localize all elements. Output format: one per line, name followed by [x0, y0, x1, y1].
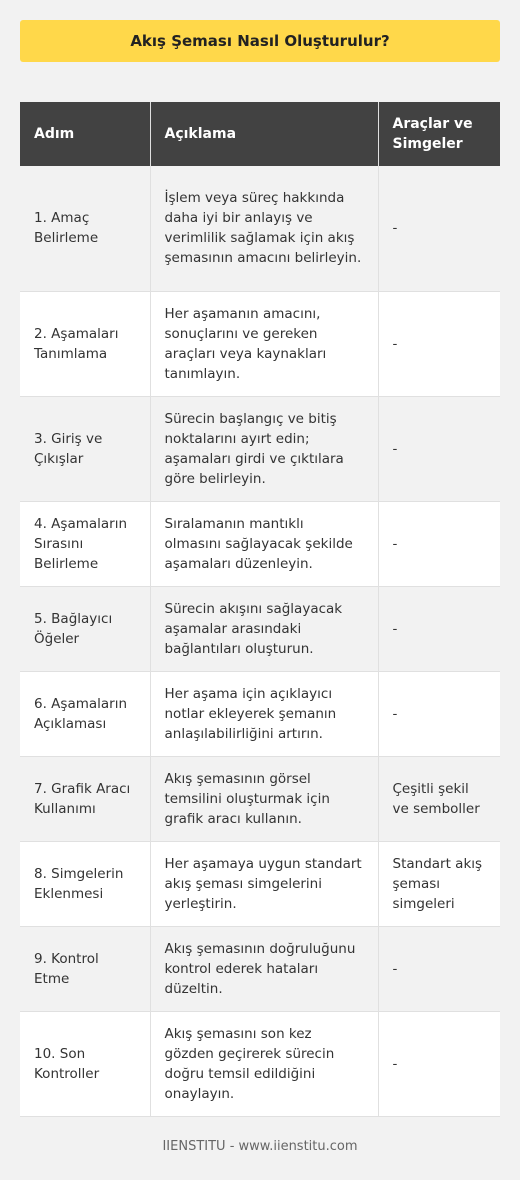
page-title: Akış Şeması Nasıl Oluşturulur? — [20, 20, 500, 62]
step-cell: 2. Aşamaları Tanımlama — [20, 291, 150, 396]
tools-cell: - — [378, 501, 500, 586]
table-row — [20, 166, 500, 291]
table-row — [20, 1011, 500, 1116]
table-row — [20, 291, 500, 396]
column-header-description: Açıklama — [150, 102, 378, 166]
step-cell: 4. Aşamaların Sırasını Belirleme — [20, 501, 150, 586]
table-row — [20, 841, 500, 926]
table-row — [20, 671, 500, 756]
tools-cell: - — [378, 291, 500, 396]
description-cell: Akış şemasının doğruluğunu kontrol ederek hataları düzeltin. — [150, 926, 378, 1011]
description-cell: Akış şemasının görsel temsilini oluşturmak için grafik aracı kullanın. — [150, 756, 378, 841]
step-cell: 8. Simgelerin Eklenmesi — [20, 841, 150, 926]
step-cell: 10. Son Kontroller — [20, 1011, 150, 1116]
description-cell: Sürecin başlangıç ve bitiş noktalarını ayırt edin; aşamaları girdi ve çıktılara göre belirleyin. — [150, 396, 378, 501]
column-header-step: Adım — [20, 102, 150, 166]
tools-cell: - — [378, 396, 500, 501]
tools-cell: Standart akış şeması simgeleri — [378, 841, 500, 926]
tools-cell: - — [378, 671, 500, 756]
table-row — [20, 396, 500, 501]
tools-cell: - — [378, 1011, 500, 1116]
description-cell: Sürecin akışını sağlayacak aşamalar arasındaki bağlantıları oluşturun. — [150, 586, 378, 671]
description-cell: İşlem veya süreç hakkında daha iyi bir anlayış ve verimlilik sağlamak için akış şemasının amacını belirleyin. — [150, 166, 378, 291]
tools-cell: - — [378, 166, 500, 291]
table-row — [20, 926, 500, 1011]
description-cell: Sıralamanın mantıklı olmasını sağlayacak şekilde aşamaları düzenleyin. — [150, 501, 378, 586]
column-header-tools: Araçlar ve Simgeler — [378, 102, 500, 166]
tools-cell: - — [378, 926, 500, 1011]
description-cell: Her aşamanın amacını, sonuçlarını ve gereken araçları veya kaynakları tanımlayın. — [150, 291, 378, 396]
table-row — [20, 501, 500, 586]
tools-cell: - — [378, 586, 500, 671]
step-cell: 6. Aşamaların Açıklaması — [20, 671, 150, 756]
step-cell: 7. Grafik Aracı Kullanımı — [20, 756, 150, 841]
table-header-row — [20, 102, 500, 166]
description-cell: Akış şemasını son kez gözden geçirerek sürecin doğru temsil edildiğini onaylayın. — [150, 1011, 378, 1116]
footer-credit: IIENSTITU - www.iienstitu.com — [162, 1139, 358, 1154]
tools-cell: Çeşitli şekil ve semboller — [378, 756, 500, 841]
table-row — [20, 586, 500, 671]
table-row — [20, 756, 500, 841]
step-cell: 1. Amaç Belirleme — [20, 166, 150, 291]
description-cell: Her aşama için açıklayıcı notlar ekleyerek şemanın anlaşılabilirliğini artırın. — [150, 671, 378, 756]
step-cell: 5. Bağlayıcı Öğeler — [20, 586, 150, 671]
step-cell: 9. Kontrol Etme — [20, 926, 150, 1011]
step-cell: 3. Giriş ve Çıkışlar — [20, 396, 150, 501]
description-cell: Her aşamaya uygun standart akış şeması simgelerini yerleştirin. — [150, 841, 378, 926]
flowchart-steps-table — [20, 102, 500, 1117]
